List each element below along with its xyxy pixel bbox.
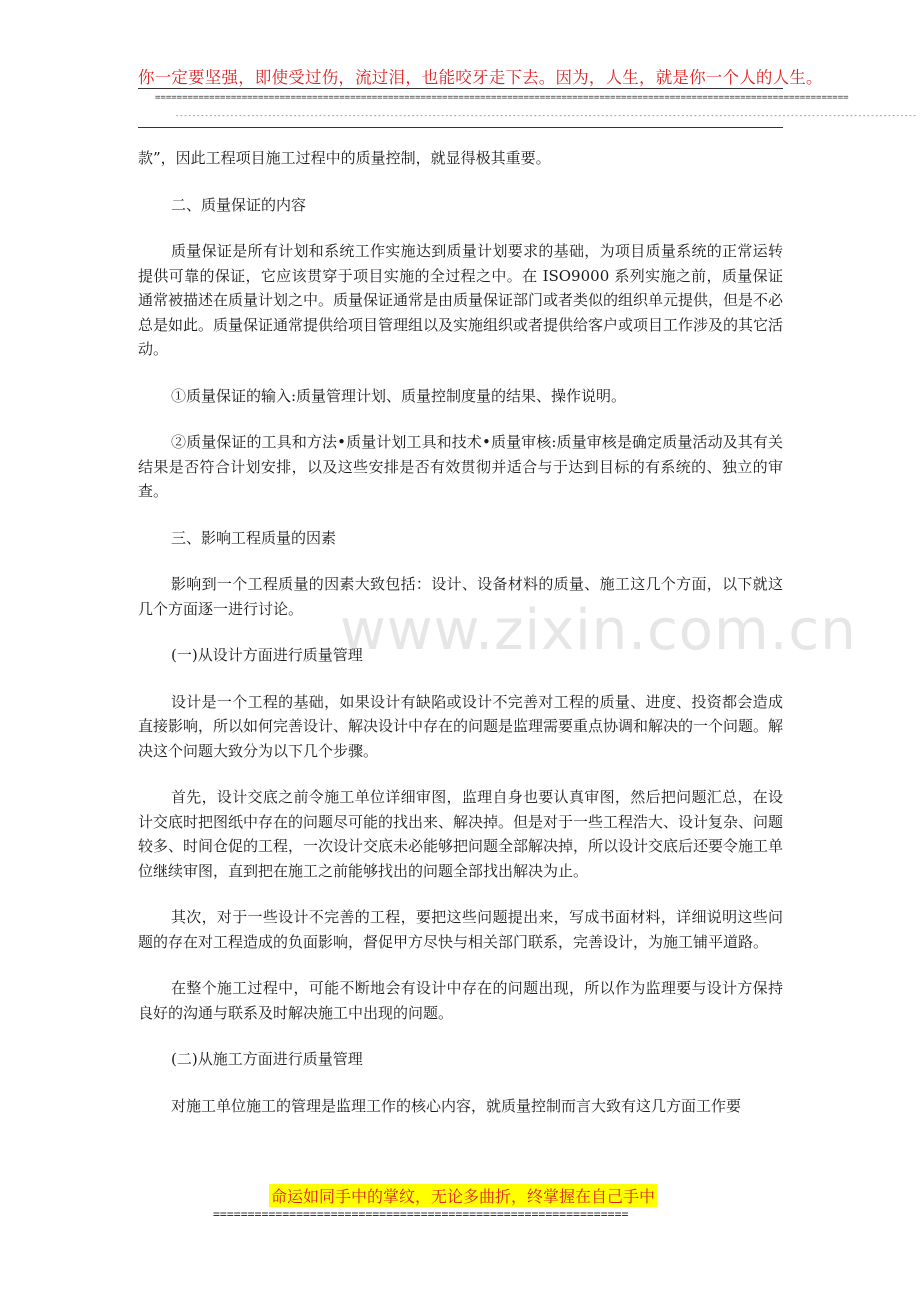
paragraph-communication: 在整个施工过程中，可能不断地会有设计中存在的问题出现，所以作为监理要与设计方保持良好的沟通与联系及时解决施工中出现的问题。 <box>138 979 783 1022</box>
watermark: www.zixin.com.cn <box>340 598 857 663</box>
paragraph-factors: 影响到一个工程质量的因素大致包括：设计、设备材料的质量、施工这几个方面，以下就这几个方面逐一进行讨论。 <box>138 575 783 618</box>
footer-motto: 命运如同手中的掌纹，无论多曲折，终掌握在自己手中 <box>269 1184 657 1207</box>
header-rule-top <box>138 88 783 89</box>
document-body <box>138 146 783 1140</box>
paragraph-qa-tools: ②质量保证的工具和方法•质量计划工具和技术•质量审核:质量审核是确定质量活动及其有关结果是否符合计划安排，以及这些安排是否有效贯彻并适合与于达到目标的有系统的、独立的审查。 <box>138 433 783 500</box>
header-motto: 你一定要坚强，即使受过伤，流过泪，也能咬牙走下去。因为，人生，就是你一个人的人生。 <box>138 68 823 87</box>
subsection-heading-construction: (二)从施工方面进行质量管理 <box>171 1050 363 1068</box>
subsection-heading-design: (一)从设计方面进行质量管理 <box>171 646 363 664</box>
paragraph-continuation: 款”，因此工程项目施工过程中的质量控制，就显得极其重要。 <box>138 149 551 167</box>
header-rule-bottom <box>138 127 783 128</box>
paragraph-qa-inputs: ①质量保证的输入:质量管理计划、质量控制度量的结果、操作说明。 <box>171 386 627 405</box>
footer-equals-line: ============================================================ <box>213 1207 629 1221</box>
paragraph-construction: 对施工单位施工的管理是监理工作的核心内容，就质量控制而言大致有这几方面工作要 <box>171 1096 742 1115</box>
paragraph-quality-assurance: 质量保证是所有计划和系统工作实施达到质量计划要求的基础，为项目质量系统的正常运转提供可靠的保证，它应该贯穿于项目实施的全过程之中。在 ISO9000 系列实施之前，质量保证通常被描述在质量计划之中。质量保证通常是由质量保证部门或者类似的组织单元提供，但是不必总是如此。质量保证通常提供给项目管理组以及实施组织或者提供给客户或项目工作涉及的其它活动。 <box>138 242 784 358</box>
paragraph-design: 设计是一个工程的基础，如果设计有缺陷或设计不完善对工程的质量、进度、投资都会造成直接影响，所以如何完善设计、解决设计中存在的问题是监理需要重点协调和解决的一个问题。解决这个问题大致分为以下几个步骤。 <box>138 692 784 760</box>
paragraph-first-step: 首先，设计交底之前令施工单位详细审图，监理自身也要认真审图，然后把问题汇总，在设计交底时把图纸中存在的问题尽可能的找出来、解决掉。但是对于一些工程浩大、设计复杂、问题较多、时间仓促的工程，一次设计交底未必能够把问题全部解决掉，所以设计交底后还要令施工单位继续审图，直到把在施工之前能够找出的问题全部找出解决为止。 <box>138 788 784 880</box>
header-dash-line: -------------------------------------------------------------------------------------------------------------------------------------------------------------------------------- <box>175 112 917 120</box>
section-heading-2: 二、质量保证的内容 <box>171 195 307 214</box>
paragraph-second-step: 其次，对于一些设计不完善的工程，要把这些问题提出来，写成书面材料，详细说明这些问题的存在对工程造成的负面影响，督促甲方尽快与相关部门联系，完善设计，为施工铺平道路。 <box>138 908 783 951</box>
section-heading-3: 三、影响工程质量的因素 <box>171 528 337 547</box>
header-equals-line: ================================================================================================================================ <box>155 93 849 103</box>
